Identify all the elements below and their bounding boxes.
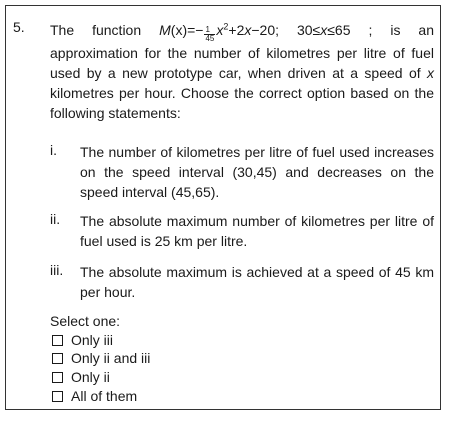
statement-text-i: The number of kilometres per litre of fuel used increases on the speed interval (30,45) and decreases on the speed interval (45,65). (80, 144, 434, 200)
option-label: Only ii and iii (71, 350, 151, 366)
option-only-ii[interactable] (52, 368, 110, 386)
checkbox-icon[interactable] (52, 372, 63, 383)
question-number: 5. (13, 19, 25, 35)
option-all-of-them[interactable] (52, 387, 137, 405)
question-text: The function M(x)=− $\frac{1}{45}$ $x^2+2x-20$; 30≤x≤65 ; is an approximation for the number of kilometres per litre of fuel used by a new prototype car, when driven at a speed of x kilometres per hour. Choose the correct option based on the following statements: (50, 21, 434, 121)
option-label: Only ii (71, 369, 110, 385)
option-label: Only iii (71, 332, 114, 348)
statement-label-iii: iii. (50, 262, 64, 278)
option-label: All of them (71, 388, 138, 404)
fraction: $\frac{1}{45}$ (205, 25, 215, 43)
statement-text-ii: The absolute maximum number of kilometres per litre of fuel used is 25 km per litre. (80, 213, 434, 249)
option-only-ii-and-iii[interactable] (52, 349, 150, 367)
checkbox-icon[interactable] (52, 353, 63, 364)
checkbox-icon[interactable] (52, 335, 63, 346)
select-one-label: Select one: (50, 313, 121, 329)
statement-label-i: i. (50, 142, 57, 158)
statement-text-iii: The absolute maximum is achieved at a speed of 45 km per hour. (80, 264, 434, 300)
option-only-iii[interactable] (52, 331, 113, 349)
checkbox-icon[interactable] (52, 391, 63, 402)
statement-label-ii: ii. (50, 211, 61, 227)
